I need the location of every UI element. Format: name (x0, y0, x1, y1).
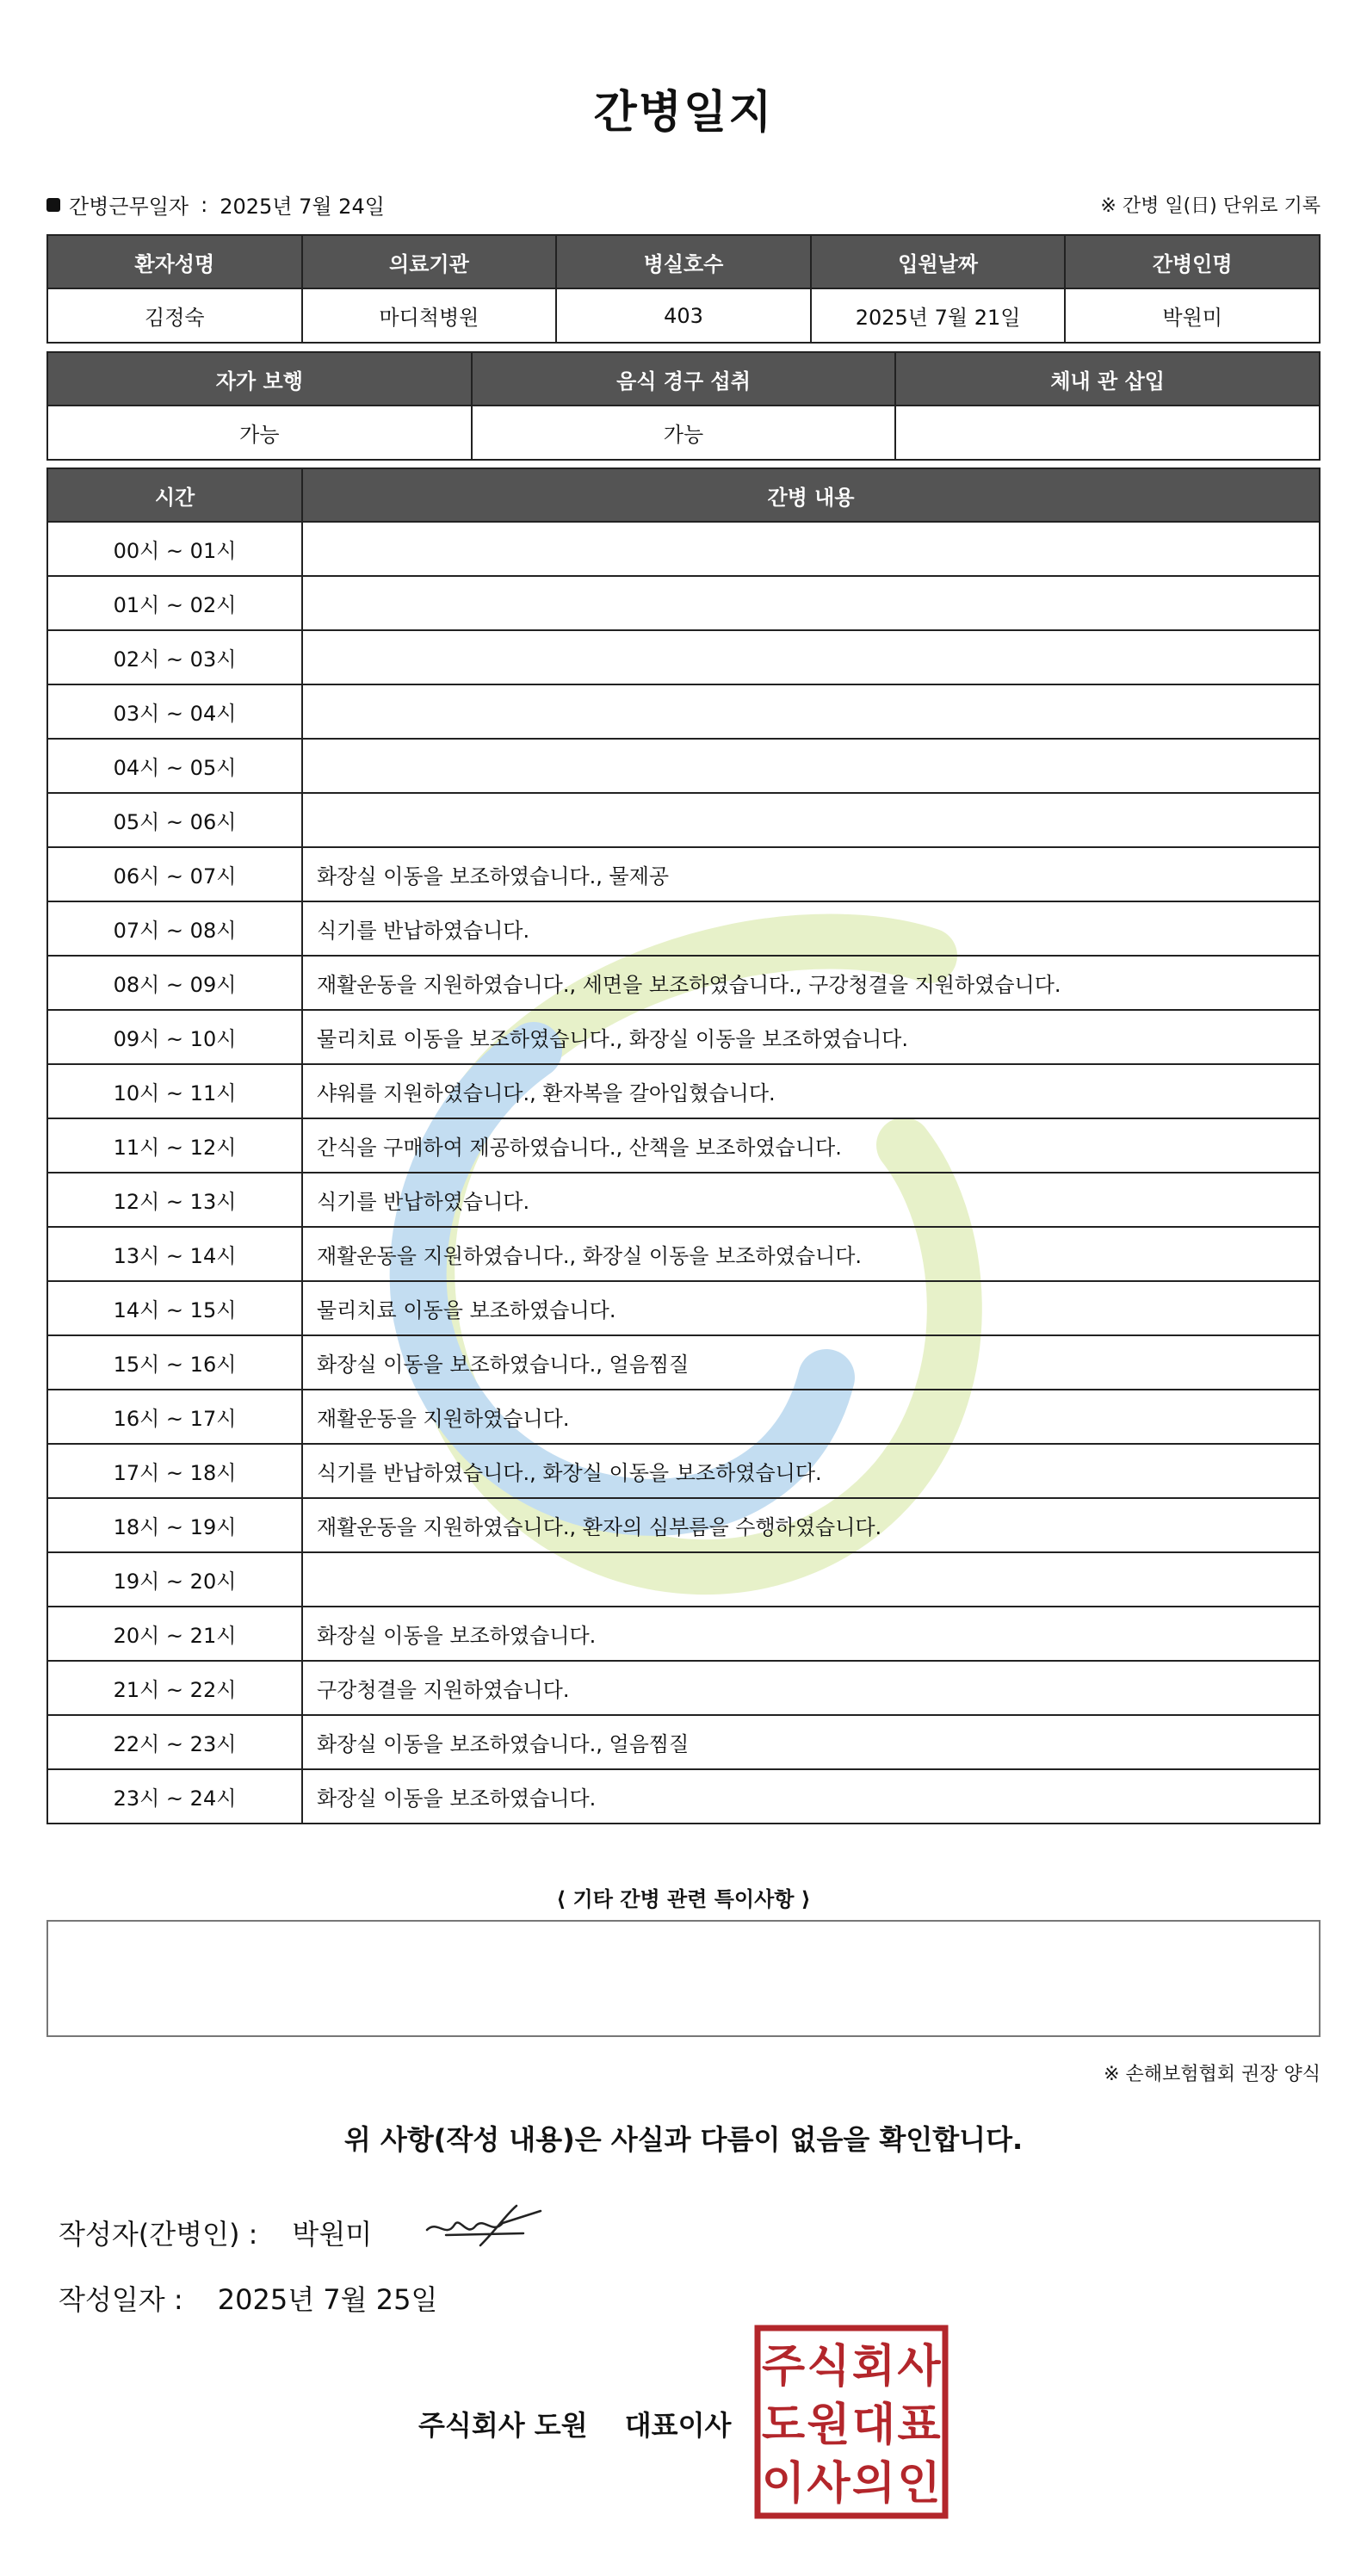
tube-insertion-cell (895, 406, 1320, 460)
log-time-cell: 02시 ~ 03시 (47, 630, 302, 684)
log-row (47, 1173, 1320, 1227)
header-admission-date: 입원날짜 (811, 235, 1066, 288)
log-time-cell: 12시 ~ 13시 (47, 1173, 302, 1227)
room-number-cell: 403 (556, 288, 811, 343)
header-caregiver-name: 간병인명 (1065, 235, 1320, 288)
log-row (47, 1444, 1320, 1498)
log-content-cell: 물리치료 이동을 보조하였습니다., 화장실 이동을 보조하였습니다. (302, 1010, 1320, 1064)
log-row (47, 1498, 1320, 1552)
log-content-cell: 재활운동을 지원하였습니다. (302, 1390, 1320, 1444)
log-time-cell: 07시 ~ 08시 (47, 901, 302, 956)
log-content-cell: 재활운동을 지원하였습니다., 환자의 심부름을 수행하였습니다. (302, 1498, 1320, 1552)
log-content-cell: 화장실 이동을 보조하였습니다. (302, 1769, 1320, 1824)
log-row (47, 739, 1320, 793)
log-row (47, 1661, 1320, 1715)
hospital-cell: 마디척병원 (302, 288, 557, 343)
log-time-cell: 06시 ~ 07시 (47, 847, 302, 901)
log-content-cell (302, 684, 1320, 739)
log-content-cell: 화장실 이동을 보조하였습니다., 물제공 (302, 847, 1320, 901)
log-content-cell: 식기를 반납하였습니다., 화장실 이동을 보조하였습니다. (302, 1444, 1320, 1498)
header-time: 시간 (47, 468, 302, 522)
seal-glyph: 표 (897, 2400, 941, 2451)
notes-box (46, 1920, 1321, 2037)
log-content-cell (302, 1552, 1320, 1607)
author-line (59, 2213, 372, 2252)
log-row (47, 901, 1320, 956)
seal-glyph: 사 (897, 2341, 941, 2393)
log-content-cell: 화장실 이동을 보조하였습니다., 얼음찜질 (302, 1715, 1320, 1769)
log-content-cell: 식기를 반납하였습니다. (302, 901, 1320, 956)
log-time-cell: 03시 ~ 04시 (47, 684, 302, 739)
log-time-cell: 15시 ~ 16시 (47, 1335, 302, 1390)
hourly-care-log-table (46, 468, 1321, 1824)
patient-info-value-row (47, 288, 1320, 343)
header-patient-name: 환자성명 (47, 235, 302, 288)
bullet-square-icon (46, 198, 60, 212)
write-date-value: 2025년 7월 25일 (217, 2283, 438, 2316)
company-role: 대표이사 (624, 2409, 732, 2442)
log-time-cell: 04시 ~ 05시 (47, 739, 302, 793)
log-content-cell (302, 739, 1320, 793)
unit-note: ※ 간병 일(日) 단위로 기록 (1100, 195, 1321, 217)
log-content-cell (302, 793, 1320, 847)
header-hospital: 의료기관 (302, 235, 557, 288)
log-header-row (47, 468, 1320, 522)
header-oral-intake: 음식 경구 섭취 (472, 352, 896, 406)
seal-glyph: 원 (807, 2400, 851, 2451)
company-seal-stamp (754, 2325, 949, 2519)
document-title: 간병일지 (593, 87, 774, 139)
work-date-value: 2025년 7월 24일 (220, 195, 385, 219)
seal-glyph: 인 (897, 2458, 941, 2510)
company-name: 주식회사 도원 (418, 2409, 588, 2442)
log-time-cell: 10시 ~ 11시 (47, 1064, 302, 1118)
author-label: 작성자(간병인) : (59, 2218, 258, 2251)
write-date-line (59, 2278, 437, 2318)
log-row (47, 1552, 1320, 1607)
seal-glyph: 의 (851, 2458, 896, 2510)
log-row (47, 576, 1320, 630)
write-date-label: 작성일자 : (59, 2283, 183, 2316)
recommended-form-note: ※ 손해보험협회 권장 양식 (1104, 2064, 1321, 2085)
work-date-label: 간병근무일자 (69, 195, 189, 219)
log-content-cell (302, 576, 1320, 630)
log-row (47, 684, 1320, 739)
notes-title: ⟨ 기타 간병 관련 특이사항 ⟩ (556, 1887, 811, 1911)
admission-date-cell: 2025년 7월 21일 (811, 288, 1066, 343)
seal-glyph: 사 (807, 2458, 851, 2510)
header-room-number: 병실호수 (556, 235, 811, 288)
seal-glyph: 대 (851, 2400, 896, 2451)
log-row (47, 1769, 1320, 1824)
header-care-content: 간병 내용 (302, 468, 1320, 522)
patient-ability-table (46, 351, 1321, 461)
log-row (47, 1227, 1320, 1281)
log-time-cell: 05시 ~ 06시 (47, 793, 302, 847)
log-time-cell: 20시 ~ 21시 (47, 1607, 302, 1661)
oral-intake-cell: 가능 (472, 406, 896, 460)
log-time-cell: 00시 ~ 01시 (47, 522, 302, 576)
ability-header-row (47, 352, 1320, 406)
log-row (47, 630, 1320, 684)
header-tube-insertion: 체내 관 삽입 (895, 352, 1320, 406)
log-content-cell: 화장실 이동을 보조하였습니다., 얼음찜질 (302, 1335, 1320, 1390)
log-time-cell: 21시 ~ 22시 (47, 1661, 302, 1715)
log-content-cell: 재활운동을 지원하였습니다., 세면을 보조하였습니다., 구강청결을 지원하였습니다. (302, 956, 1320, 1010)
patient-info-header-row (47, 235, 1320, 288)
log-content-cell: 화장실 이동을 보조하였습니다. (302, 1607, 1320, 1661)
work-date-line (46, 189, 385, 220)
log-row (47, 1064, 1320, 1118)
log-content-cell: 물리치료 이동을 보조하였습니다. (302, 1281, 1320, 1335)
log-time-cell: 01시 ~ 02시 (47, 576, 302, 630)
log-time-cell: 09시 ~ 10시 (47, 1010, 302, 1064)
log-row (47, 1607, 1320, 1661)
seal-glyph: 이 (761, 2458, 806, 2510)
log-row (47, 1010, 1320, 1064)
seal-glyph: 도 (761, 2400, 806, 2451)
log-body (47, 522, 1320, 1824)
log-content-cell: 간식을 구매하여 제공하였습니다., 산책을 보조하였습니다. (302, 1118, 1320, 1173)
patient-info-table (46, 234, 1321, 344)
log-time-cell: 19시 ~ 20시 (47, 1552, 302, 1607)
log-time-cell: 11시 ~ 12시 (47, 1118, 302, 1173)
handwritten-signature (420, 2194, 549, 2254)
log-content-cell: 식기를 반납하였습니다. (302, 1173, 1320, 1227)
log-row (47, 793, 1320, 847)
seal-glyph: 식 (807, 2341, 851, 2393)
log-content-cell: 구강청결을 지원하였습니다. (302, 1661, 1320, 1715)
log-time-cell: 13시 ~ 14시 (47, 1227, 302, 1281)
log-time-cell: 18시 ~ 19시 (47, 1498, 302, 1552)
log-row (47, 522, 1320, 576)
log-time-cell: 08시 ~ 09시 (47, 956, 302, 1010)
header-self-walking: 자가 보행 (47, 352, 472, 406)
log-row (47, 956, 1320, 1010)
log-row (47, 1390, 1320, 1444)
log-row (47, 1118, 1320, 1173)
self-walking-cell: 가능 (47, 406, 472, 460)
seal-glyph: 주 (761, 2341, 806, 2393)
log-time-cell: 16시 ~ 17시 (47, 1390, 302, 1444)
patient-name-cell: 김정숙 (47, 288, 302, 343)
log-content-cell: 재활운동을 지원하였습니다., 화장실 이동을 보조하였습니다. (302, 1227, 1320, 1281)
log-content-cell: 샤워를 지원하였습니다., 환자복을 갈아입혔습니다. (302, 1064, 1320, 1118)
log-time-cell: 23시 ~ 24시 (47, 1769, 302, 1824)
ability-value-row (47, 406, 1320, 460)
log-time-cell: 14시 ~ 15시 (47, 1281, 302, 1335)
log-content-cell (302, 630, 1320, 684)
log-time-cell: 22시 ~ 23시 (47, 1715, 302, 1769)
log-row (47, 1335, 1320, 1390)
log-row (47, 1281, 1320, 1335)
log-row (47, 1715, 1320, 1769)
author-name: 박원미 (292, 2218, 373, 2251)
confirmation-statement: 위 사항(작성 내용)은 사실과 다름이 없음을 확인합니다. (343, 2123, 1024, 2156)
log-row (47, 847, 1320, 901)
log-content-cell (302, 522, 1320, 576)
seal-glyph: 회 (851, 2341, 896, 2393)
work-date-separator: : (201, 192, 208, 217)
log-time-cell: 17시 ~ 18시 (47, 1444, 302, 1498)
company-line (418, 2404, 731, 2443)
caregiver-name-cell: 박원미 (1065, 288, 1320, 343)
